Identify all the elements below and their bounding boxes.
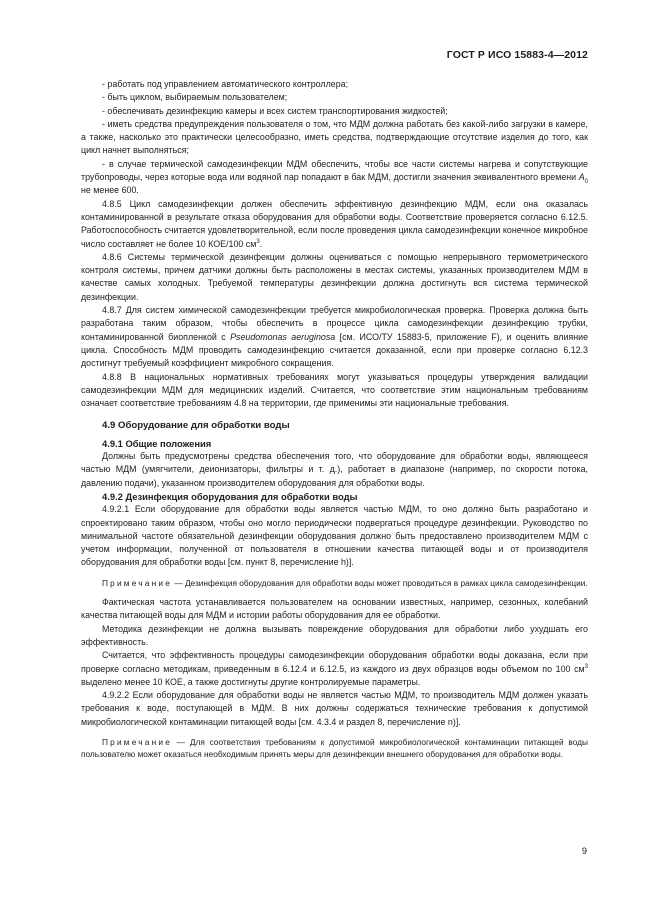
text-run: 4.9.2.1 Если оборудование для обработки воды является частью МДМ, то оно должно быть разработано и спроектировано таким образом, чтобы оно могло периодически подвергаться процедуре дезинфекции. Руководство по минимальной частоте обязательной дезинфекции оборудования должно быть предоставлено производителем МДМ с учетом информации, полученной от пользователя в отношении качества питающей воды и от производителя оборудования для обработки воды [см. пункт 8, перечисление h)]. [81, 504, 588, 568]
text-run: 4.8.7 Для систем химической самодезинфекции требуется микробиологическая проверка. Проверка должна быть разработана таким образом, чтобы обеспечить в процессе цикла самодезинфекции дезинфекцию трубки, контаминированной биопленкой с [81, 305, 588, 342]
body-paragraph [81, 503, 588, 569]
text-run: 4.9 Оборудование для обработки воды [102, 420, 290, 432]
standard-header: ГОСТ Р ИСО 15883-4—2012 [446, 49, 588, 61]
body-paragraph [81, 649, 588, 689]
text-run: - быть циклом, выбираемым пользователем; [102, 92, 288, 103]
body-paragraph [81, 596, 588, 623]
section-heading [81, 490, 588, 503]
text-run: 4.8.8 В национальных нормативных требованиях могут указываться процедуры утверждения валидации самодезинфекции МДМ для медицинских изделий. Считается, что соответствие этим национальным требованиям означает соответствие требованиям 4.8 на территории, где применимы эти национальные требования. [81, 371, 588, 409]
body-paragraph [81, 251, 588, 304]
body-paragraph [81, 198, 588, 251]
section-heading [81, 437, 588, 450]
page-body [81, 78, 588, 761]
body-paragraph [81, 78, 588, 91]
section-heading [81, 419, 588, 432]
text-run: — Дезинфекция оборудования для обработки воды может проводиться в рамках цикла самодезинфекции. [172, 577, 588, 588]
note-label: Примечание [102, 577, 173, 588]
text-run: - в случае термической самодезинфекции МДМ обеспечить, чтобы все части системы нагрева и сопутствующие трубопроводы, через которые вода или водяной пар попадают в бак МДМ, достигли значения эквивалентного времени [81, 158, 588, 183]
text-run: 4.9.2 Дезинфекция оборудования для обработки воды [102, 490, 358, 502]
body-paragraph [81, 623, 588, 650]
text-run: — Для соответствия требованиям к допустимой микробиологической контаминации питающей воды пользователю может оказаться необходимым принять меры для дезинфекции внешнего оборудования для обработки воды. [81, 737, 588, 760]
body-paragraph [81, 105, 588, 118]
body-paragraph [81, 371, 588, 411]
note-paragraph [81, 736, 588, 761]
text-run: 4.9.1 Общие положения [102, 437, 212, 449]
text-run: Pseudomonas aeruginosa [230, 331, 336, 342]
text-run: Методика дезинфекции не должна вызывать повреждение оборудования для обработки либо ухудшать его эффективность. [81, 623, 588, 647]
text-run: - работать под управлением автоматического контроллера; [102, 79, 349, 89]
page-number: 9 [581, 846, 587, 856]
body-paragraph [81, 118, 588, 158]
text-run: Должны быть предусмотрены средства обеспечения того, что оборудование для обработки воды, являющееся частью МДМ (умягчители, деионизаторы, фильтры и т. д.), работает в диапазоне (например, по скорости потока, давлению подачи), указанном производителем оборудования для обработки воды. [81, 451, 588, 488]
body-paragraph [81, 689, 588, 729]
text-run: 0 [584, 178, 588, 185]
text-run: не менее 600. [81, 185, 139, 196]
note-paragraph [81, 577, 588, 589]
body-paragraph [81, 91, 588, 104]
text-run: 3 [584, 663, 588, 670]
text-run: . [259, 238, 263, 249]
text-run: 3 [256, 238, 260, 245]
note-label: Примечание [102, 737, 173, 748]
text-run: Считается, что эффективность процедуры самодезинфекции оборудования обработки воды доказана, если при проверке согласно методикам, приведенным в 6.12.4 и 6.12.5, из каждого из двух образцов воды объемом по 100 см [81, 650, 588, 674]
text-run: выделено менее 10 КОЕ, а также достигнуты другие контролируемые параметры. [81, 676, 421, 687]
text-run: 4.9.2.2 Если оборудование для обработки воды не является частью МДМ, то производитель МДМ должен указать требования к воде, поступающей в МДМ. В них должны содержаться технические требования к допустимой микробиологической контаминации питающей воды [см. 4.3.4 и раздел 8, перечисление n)]. [81, 690, 588, 727]
text-run: [см. ИСО/ТУ 15883-5, приложение F), и оценить влияние цикла. Способность МДМ проводить самодезинфекцию считается доказанной, если при проверке согласно 6.12.3 достигнут требуемый коэффициент микробного сокращения. [81, 331, 589, 369]
body-paragraph [81, 450, 588, 490]
body-paragraph [81, 158, 588, 198]
text-run: - иметь средства предупреждения пользователя о том, что МДМ должна работать без какой-либо загрузки в камере, а также, насколько это практически целесообразно, иметь средства, подтверждающие отсутствие изделия до того, как цикл начнет выполняться; [81, 118, 588, 156]
text-run: 4.8.6 Системы термической дезинфекции должны оцениваться с помощью непрерывного термометрического контроля системы, причем датчики должны быть расположены в местах системы, указанных производителем МДМ в качестве самых холодных. Требуемой температуры дезинфекции должна достигнуть вся система термической дезинфекции. [81, 251, 588, 302]
text-run: - обеспечивать дезинфекцию камеры и всех систем транспортирования жидкостей; [102, 105, 448, 116]
text-run: A [578, 172, 585, 183]
text-run: Фактическая частота устанавливается пользователем на основании известных, например, сезонных, колебаний качества питающей воды для МДМ и истории работы оборудования для ее обработки. [81, 597, 588, 621]
text-run: 4.8.5 Цикл самодезинфекции должен обеспечить эффективную дезинфекцию МДМ, если она оказалась контаминированной в результате отказа оборудования для обработки воды. Соответствие проверяется согласно 6.12.5. Работоспособность считается удовлетворительной, если после проведения цикла самодезинфекции конечное микробное число составляет не более 10 КОЕ/100 см [81, 198, 588, 249]
body-paragraph [81, 304, 588, 370]
